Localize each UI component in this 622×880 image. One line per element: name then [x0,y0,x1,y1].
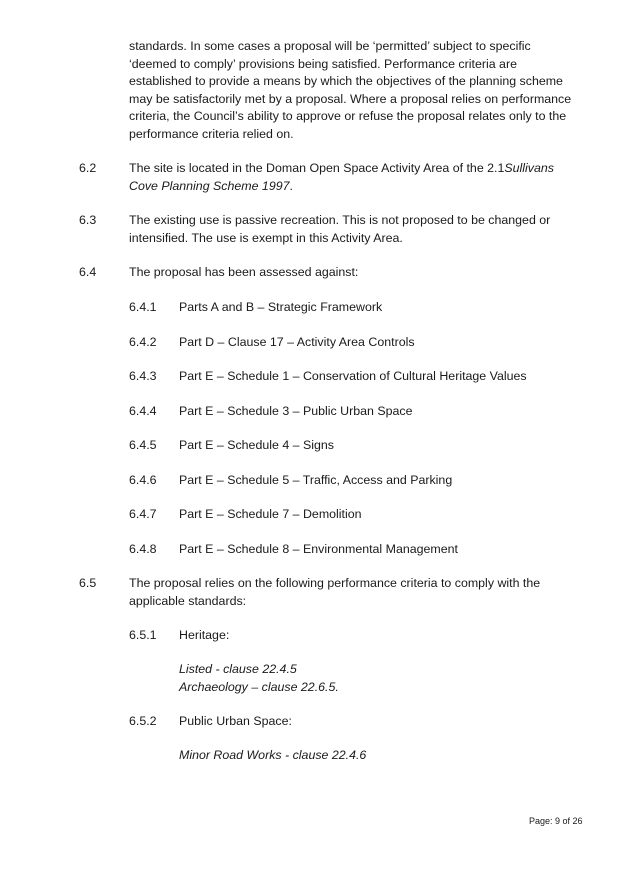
list-item-text: Part E – Schedule 7 – Demolition [179,507,362,521]
list-item-text: Part D – Clause 17 – Activity Area Controls [179,335,415,349]
section-text [129,160,579,195]
section-text-plain: . [289,178,293,193]
page-number: Page: 9 of 26 [529,816,583,826]
intro-line: established to provide a means by which the objectives of the planning scheme [129,74,563,88]
clause-reference: Listed - clause 22.4.5 [179,662,297,676]
list-item-number: 6.4.3 [129,369,157,383]
list-item-text: Part E – Schedule 8 – Environmental Management [179,542,458,556]
section-text [129,212,579,247]
list-item-text: Part E – Schedule 4 – Signs [179,438,334,452]
list-item-number: 6.4.4 [129,404,157,418]
section-number: 6.5 [79,576,97,590]
list-item-number: 6.4.1 [129,300,157,314]
list-item-text: Part E – Schedule 5 – Traffic, Access and Parking [179,473,453,487]
section-text: The proposal has been assessed against: [129,265,359,279]
list-item-text: Parts A and B – Strategic Framework [179,300,383,314]
list-item-text: Part E – Schedule 3 – Public Urban Space [179,404,413,418]
list-item-number: 6.4.6 [129,473,157,487]
intro-line: criteria, the Council’s ability to approve or refuse the proposal relates only to the [129,109,567,123]
list-item-number: 6.4.7 [129,507,157,521]
section-text-plain: The site is located in the Doman Open Space Activity Area of the 2.1 [129,161,505,175]
section-text-line: applicable standards: [129,593,247,608]
list-item-number: 6.4.5 [129,438,157,452]
section-text [129,575,579,610]
section-text-line: The existing use is passive recreation. This is not proposed to be changed or [129,213,551,227]
clause-reference: Archaeology – clause 22.6.5. [179,679,339,694]
intro-paragraph [129,38,579,143]
intro-line: ‘deemed to comply’ provisions being satisfied. Performance criteria are [129,56,517,71]
section-text-italic: Cove Planning Scheme 1997 [129,178,290,193]
section-text-italic: Sullivans [504,161,554,175]
subsection-label: Heritage: [179,628,230,642]
clause-reference: Minor Road Works - clause 22.4.6 [179,748,367,762]
list-item-number: 6.4.2 [129,335,157,349]
subsection-detail-block [179,661,579,696]
section-text-line: The proposal relies on the following performance criteria to comply with the [129,576,541,590]
section-number: 6.2 [79,161,97,175]
subsection-number: 6.5.1 [129,628,157,642]
subsection-number: 6.5.2 [129,714,157,728]
section-number: 6.4 [79,265,97,279]
subsection-label: Public Urban Space: [179,714,292,728]
section-text-line: intensified. The use is exempt in this Activity Area. [129,230,403,245]
list-item-text: Part E – Schedule 1 – Conservation of Cultural Heritage Values [179,369,527,383]
list-item-number: 6.4.8 [129,542,157,556]
section-number: 6.3 [79,213,97,227]
intro-line: may be satisfactorily met by a proposal. Where a proposal relies on performance [129,91,572,106]
intro-line: performance criteria relied on. [129,126,294,141]
intro-line: standards. In some cases a proposal will be ‘permitted’ subject to specific [129,39,531,53]
